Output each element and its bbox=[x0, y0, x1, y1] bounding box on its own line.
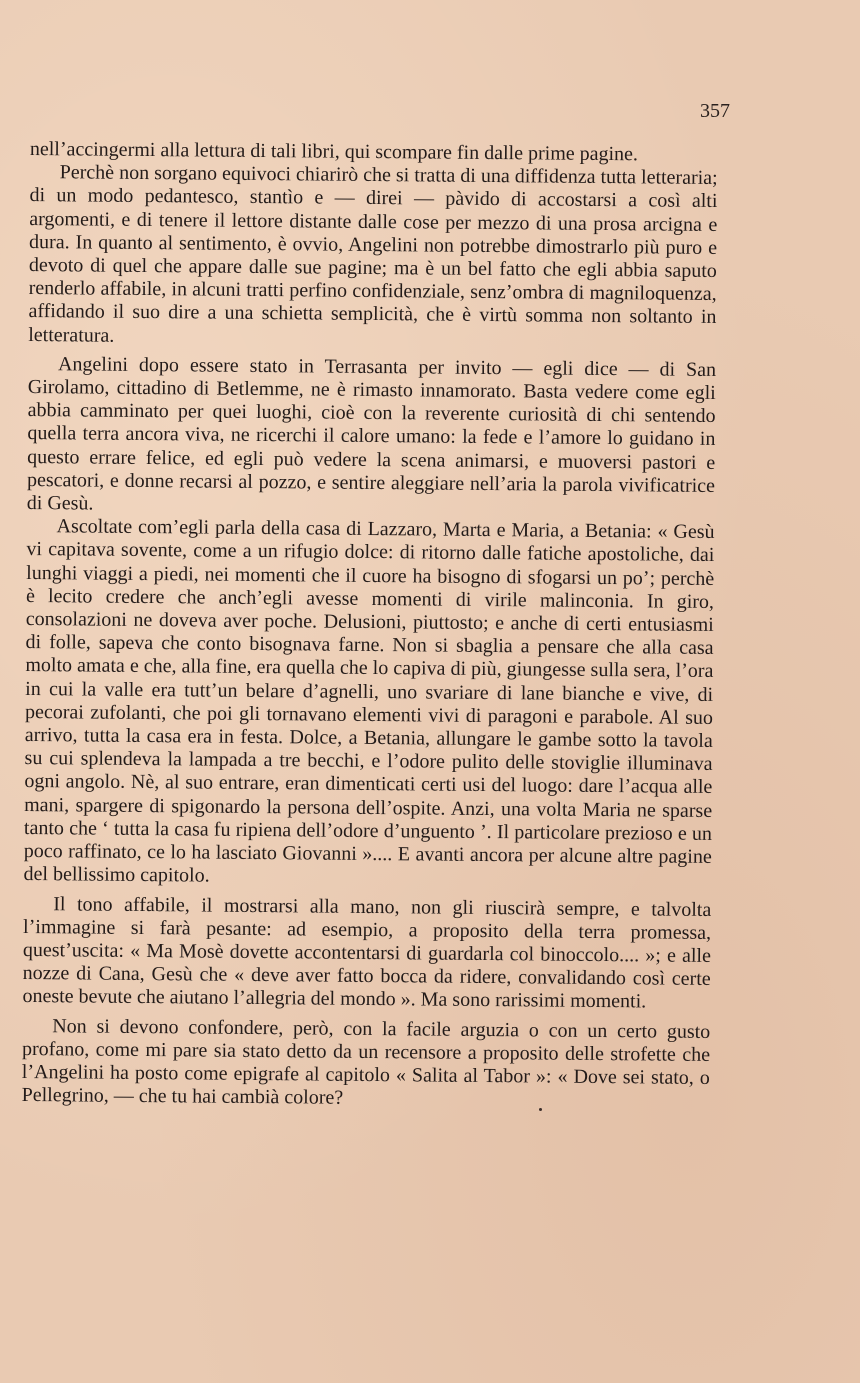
ink-speck bbox=[539, 1108, 542, 1111]
paragraph: Non si devono confondere, però, con la facile arguzia o con un certo gusto profano, come mi pare sia stato detto da un recensore a proposito delle strofette che l’Angelini ha posto come epigrafe al capitolo « Salita al Tabor »: « Dove sei stato, o Pellegrino, — che tu hai cambià colore? bbox=[21, 1014, 711, 1109]
paragraph: nell’accingermi alla lettura di tali libri, qui scompare fin dalle prime pagine. bbox=[29, 138, 639, 166]
paragraph: Ascoltate com’egli parla della casa di Lazzaro, Marta e Maria, a Betania: « Gesù vi capitava sovente, come a un rifugio dolce: di ritorno dalle fatiche apostoliche, dai lunghi viaggi a piedi, nei momenti che il cuore ha bisogno di sfogarsi un po’; perchè è lecito credere che anch’egli avesse momenti di virile malinconia. In giro, consolazioni ne doveva aver poche. Delusioni, piuttosto; e anche di certi entusiasmi di folle, sapeva che conto bisognava farne. Non si sbaglia a pensare che alla casa molto amata e che, alla fine, era quella che lo capiva di più, giungesse sulla sera, l’ora in cui la valle era tutt’un belare d’agnelli, uno svariare di lane bianche e vive, di pecorai zufolanti, che poi gli tornavano elementi vivi di paragoni e parabole. Al suo arrivo, tutta la casa era in festa. Dolce, a Betania, allungare le gambe sotto la tavola su cui splendeva la lampada a tre becchi, e l’odore pulito delle stoviglie illuminava ogni angolo. Nè, al suo entrare, eran dimenticati certi usi del luogo: dare l’acqua alle mani, spargere di spigonardo la persona dell’ospite. Anzi, una volta Maria ne sparse tanto che ‘ tutta la casa fu ripiena dell’odore d’unguento ’. Il particolare prezioso e un poco raffinato, ce lo ha lasciato Giovanni ».... E avanti ancora per alcune altre pagine del bellissimo capitolo. bbox=[23, 515, 715, 887]
paragraph: Perchè non sorgano equivoci chiarirò che si tratta di una diffidenza tutta letteraria; di un modo pedantesco, stantìo e — direi — pàvido di accostarsi a così alti argomenti, e di tenere il lettore distante dalle cose per mezzo di una prosa arcigna e dura. In quanto al sentimento, è ovvio, Angelini non potrebbe dimostrarlo più puro e devoto di quel che appare dalle sue pagine; ma è un bel fatto che egli abbia saputo renderlo affabile, in alcuni tratti perfino confidenziale, senz’ombra di magniloquenza, affidando il suo dire a una schietta semplicità, che è virtù somma non soltanto in letteratura. bbox=[28, 161, 718, 347]
paragraph: Il tono affabile, il mostrarsi alla mano, non gli riuscirà sempre, e talvolta l’immagine si farà pesante: ad esempio, a proposito della terra promessa, quest’uscita: « Ma Mosè dovette accontentarsi di guardarla col binoccolo.... »; e alle nozze di Cana, Gesù che « deve aver fatto bocca da ridere, convalidando così certe oneste bevute che aiutano l’allegria del mondo ». Ma sono rarissimi momenti. bbox=[22, 892, 712, 1013]
body-text bbox=[22, 138, 718, 1113]
page-number: 357 bbox=[700, 100, 730, 122]
paragraph: Angelini dopo essere stato in Terrasanta per invito — egli dice — di San Girolamo, cittadino di Betlemme, ne è rimasto innamorato. Basta vedere come egli abbia camminato per quei luoghi, cioè con la reverente curiosità di chi sentendo quella terra ancora viva, ne ricerchi il calore umano: la fede e l’amore lo guidano in questo errare felice, ed egli può vedere la scena animarsi, e muoversi pastori e pescatori, e donne recarsi al pozzo, e sentire aleggiare nell’aria la parola vivificatrice di Gesù. bbox=[26, 353, 717, 515]
